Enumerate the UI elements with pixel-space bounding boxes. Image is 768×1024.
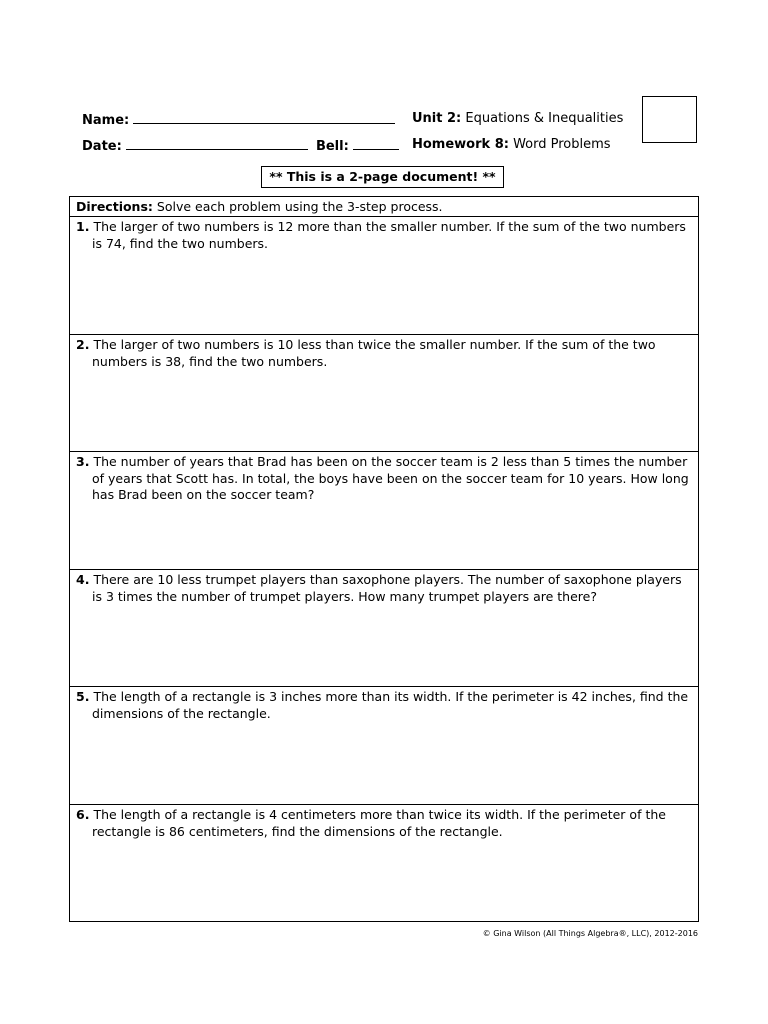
problem-text: The length of a rectangle is 3 inches more than its width. If the perimeter is 42 inches, find the dimensions of the rectangle. xyxy=(92,689,689,721)
problem-text: The length of a rectangle is 4 centimeters more than twice its width. If the perimeter of the rectangle is 86 centimeters, find the dimensions of the rectangle. xyxy=(92,807,666,839)
problem-text: The larger of two numbers is 12 more than the smaller number. If the sum of the two numbers is 74, find the two numbers. xyxy=(92,219,686,251)
name-line xyxy=(82,111,395,129)
homework-label: Homework 8: xyxy=(412,137,509,152)
problem-number: 6. xyxy=(76,807,90,822)
unit-line xyxy=(412,111,623,127)
problem-4[interactable] xyxy=(70,570,698,687)
problem-text: There are 10 less trumpet players than saxophone players. The number of saxophone players is 3 times the number of trumpet players. How many trumpet players are there? xyxy=(92,572,682,604)
problem-text: The larger of two numbers is 10 less than twice the smaller number. If the sum of the two numbers is 38, find the two numbers. xyxy=(92,337,656,369)
score-box[interactable] xyxy=(642,96,697,143)
bell-field[interactable] xyxy=(353,137,399,150)
problem-text: The number of years that Brad has been on the soccer team is 2 less than 5 times the number of years that Scott has. In total, the boys have been on the soccer team for 10 years. How long has Brad been on the soccer team? xyxy=(92,454,689,502)
problem-number: 1. xyxy=(76,219,90,234)
problem-1[interactable] xyxy=(70,217,698,335)
unit-title: Equations & Inequalities xyxy=(465,111,624,126)
directions-label: Directions: xyxy=(76,199,153,214)
homework-title: Word Problems xyxy=(513,137,611,152)
problem-number: 5. xyxy=(76,689,90,704)
homework-line xyxy=(412,137,611,153)
problem-3[interactable] xyxy=(70,452,698,570)
directions-text: Solve each problem using the 3-step process. xyxy=(156,199,443,214)
problem-number: 2. xyxy=(76,337,90,352)
name-label: Name: xyxy=(82,113,130,128)
bell-label: Bell: xyxy=(315,139,349,154)
problem-5[interactable] xyxy=(70,687,698,805)
date-label: Date: xyxy=(82,139,122,154)
name-field[interactable] xyxy=(133,111,395,124)
problem-number: 3. xyxy=(76,454,90,469)
page-notice-banner: ** This is a 2-page document! ** xyxy=(261,166,504,188)
copyright-footer: © Gina Wilson (All Things Algebra®, LLC), 2012-2016 xyxy=(482,929,698,938)
date-field[interactable] xyxy=(126,137,308,150)
directions xyxy=(70,197,698,217)
problem-2[interactable] xyxy=(70,335,698,452)
date-line xyxy=(82,137,399,155)
problem-6[interactable] xyxy=(70,805,698,921)
problem-sheet xyxy=(69,196,699,922)
unit-label: Unit 2: xyxy=(412,111,462,126)
problem-number: 4. xyxy=(76,572,90,587)
